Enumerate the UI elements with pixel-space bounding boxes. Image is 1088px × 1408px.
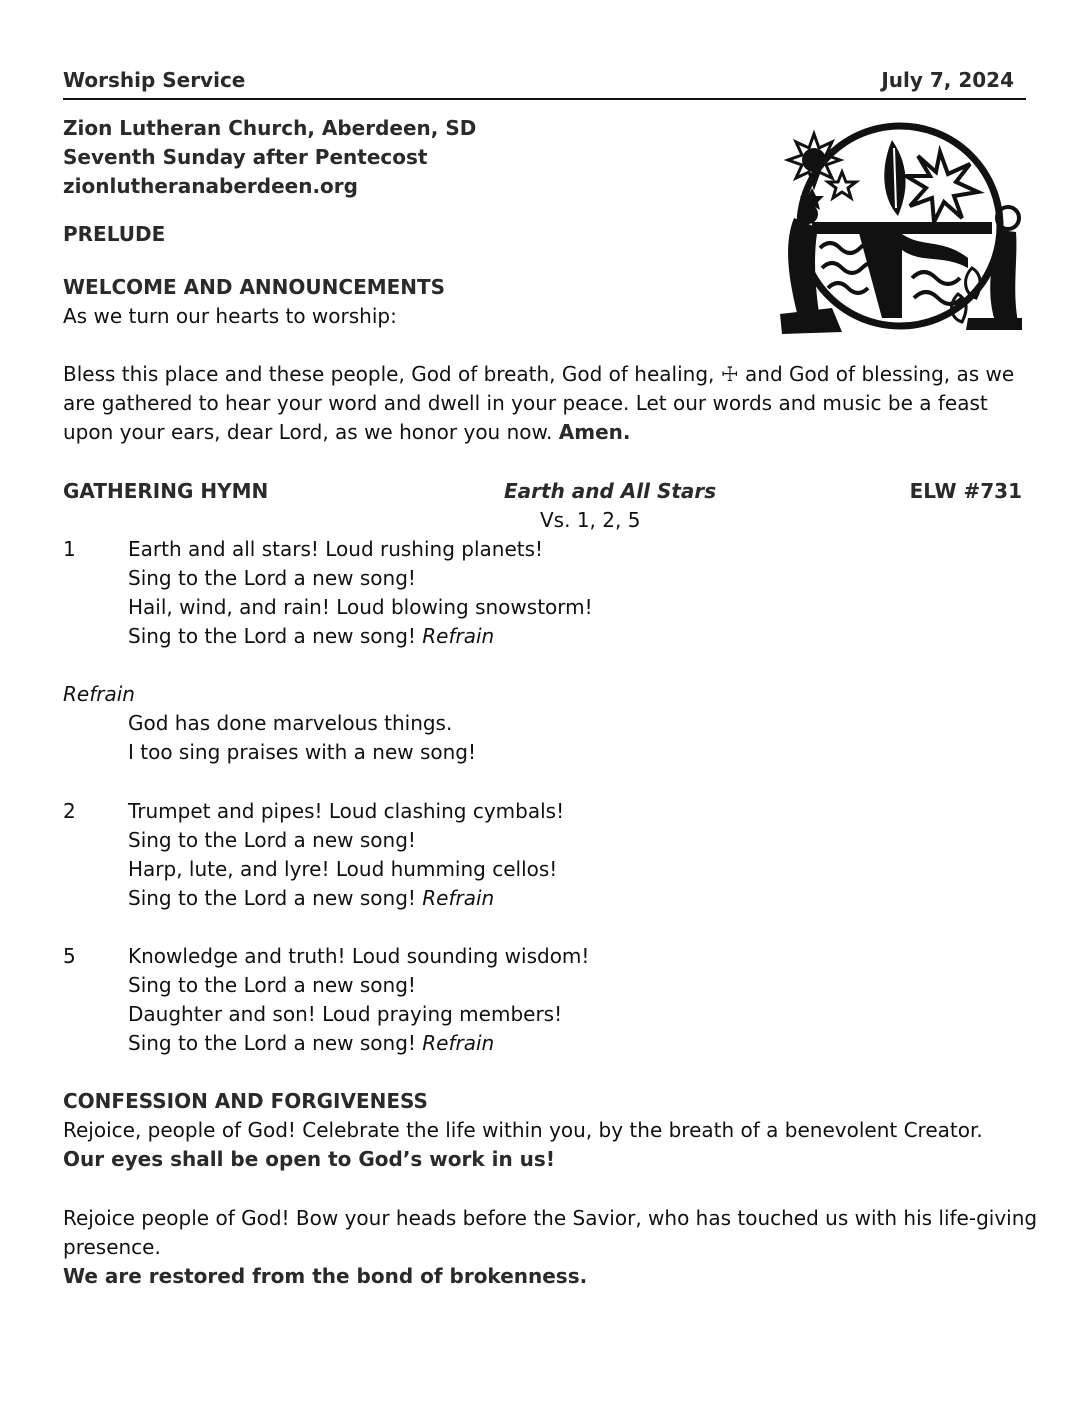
liturgical-day: Seventh Sunday after Pentecost (63, 145, 428, 169)
blessing-line: Bless this place and these people, God of breath, God of healing, ☩ and God of blessing, as we (63, 362, 1015, 386)
verse-line: Knowledge and truth! Loud sounding wisdom! (128, 944, 590, 968)
hymn-verses-note: Vs. 1, 2, 5 (540, 508, 641, 532)
verse-line: Sing to the Lord a new song! (128, 973, 416, 997)
amen-response: Amen. (558, 420, 631, 444)
document-title: Worship Service (63, 68, 246, 92)
blessing-line: are gathered to hear your word and dwell in your peace. Let our words and music be a feast (63, 391, 988, 415)
verse-line: Sing to the Lord a new song! Refrain (128, 1031, 495, 1055)
refrain-line: God has done marvelous things. (128, 711, 453, 735)
verse-line: Hail, wind, and rain! Loud blowing snowstorm! (128, 595, 593, 619)
church-name: Zion Lutheran Church, Aberdeen, SD (63, 116, 477, 140)
refrain-label: Refrain (63, 682, 135, 706)
confession-heading: CONFESSION AND FORGIVENESS (63, 1089, 428, 1113)
welcome-intro: As we turn our hearts to worship: (63, 304, 397, 328)
refrain-cue: Refrain (422, 886, 495, 910)
header-rule (63, 98, 1026, 100)
blessing-line: upon your ears, dear Lord, as we honor you now. Amen. (63, 420, 631, 444)
service-date: July 7, 2024 (881, 68, 1014, 92)
church-website: zionlutheranaberdeen.org (63, 174, 358, 198)
congregation-response: We are restored from the bond of brokenness. (63, 1264, 588, 1288)
verse-line: Harp, lute, and lyre! Loud humming cellos! (128, 857, 558, 881)
leader-text: Rejoice, people of God! Celebrate the life within you, by the breath of a benevolent Creator. (63, 1118, 983, 1142)
hymn-number: ELW #731 (909, 479, 1022, 503)
refrain-cue: Refrain (422, 1031, 495, 1055)
verse-line: Sing to the Lord a new song! (128, 828, 416, 852)
verse-line: Sing to the Lord a new song! Refrain (128, 624, 495, 648)
verse-line: Sing to the Lord a new song! (128, 566, 416, 590)
leader-text: presence. (63, 1235, 161, 1259)
verse-line: Trumpet and pipes! Loud clashing cymbals! (128, 799, 565, 823)
burst-star-icon (906, 152, 978, 222)
creation-artwork-image (772, 118, 1024, 340)
verse-number: 5 (63, 944, 76, 968)
refrain-line: I too sing praises with a new song! (128, 740, 477, 764)
hymn-label: GATHERING HYMN (63, 479, 269, 503)
leader-text: Rejoice people of God! Bow your heads before the Savior, who has touched us with his life-giving (63, 1206, 1038, 1230)
verse-number: 2 (63, 799, 76, 823)
welcome-heading: WELCOME AND ANNOUNCEMENTS (63, 275, 446, 299)
prelude-heading: PRELUDE (63, 222, 166, 246)
refrain-cue: Refrain (422, 624, 495, 648)
verse-line: Daughter and son! Loud praying members! (128, 1002, 563, 1026)
congregation-response: Our eyes shall be open to God’s work in us! (63, 1147, 555, 1171)
verse-number: 1 (63, 537, 76, 561)
verse-line: Sing to the Lord a new song! Refrain (128, 886, 495, 910)
verse-line: Earth and all stars! Loud rushing planets! (128, 537, 544, 561)
hymn-title: Earth and All Stars (504, 479, 717, 503)
